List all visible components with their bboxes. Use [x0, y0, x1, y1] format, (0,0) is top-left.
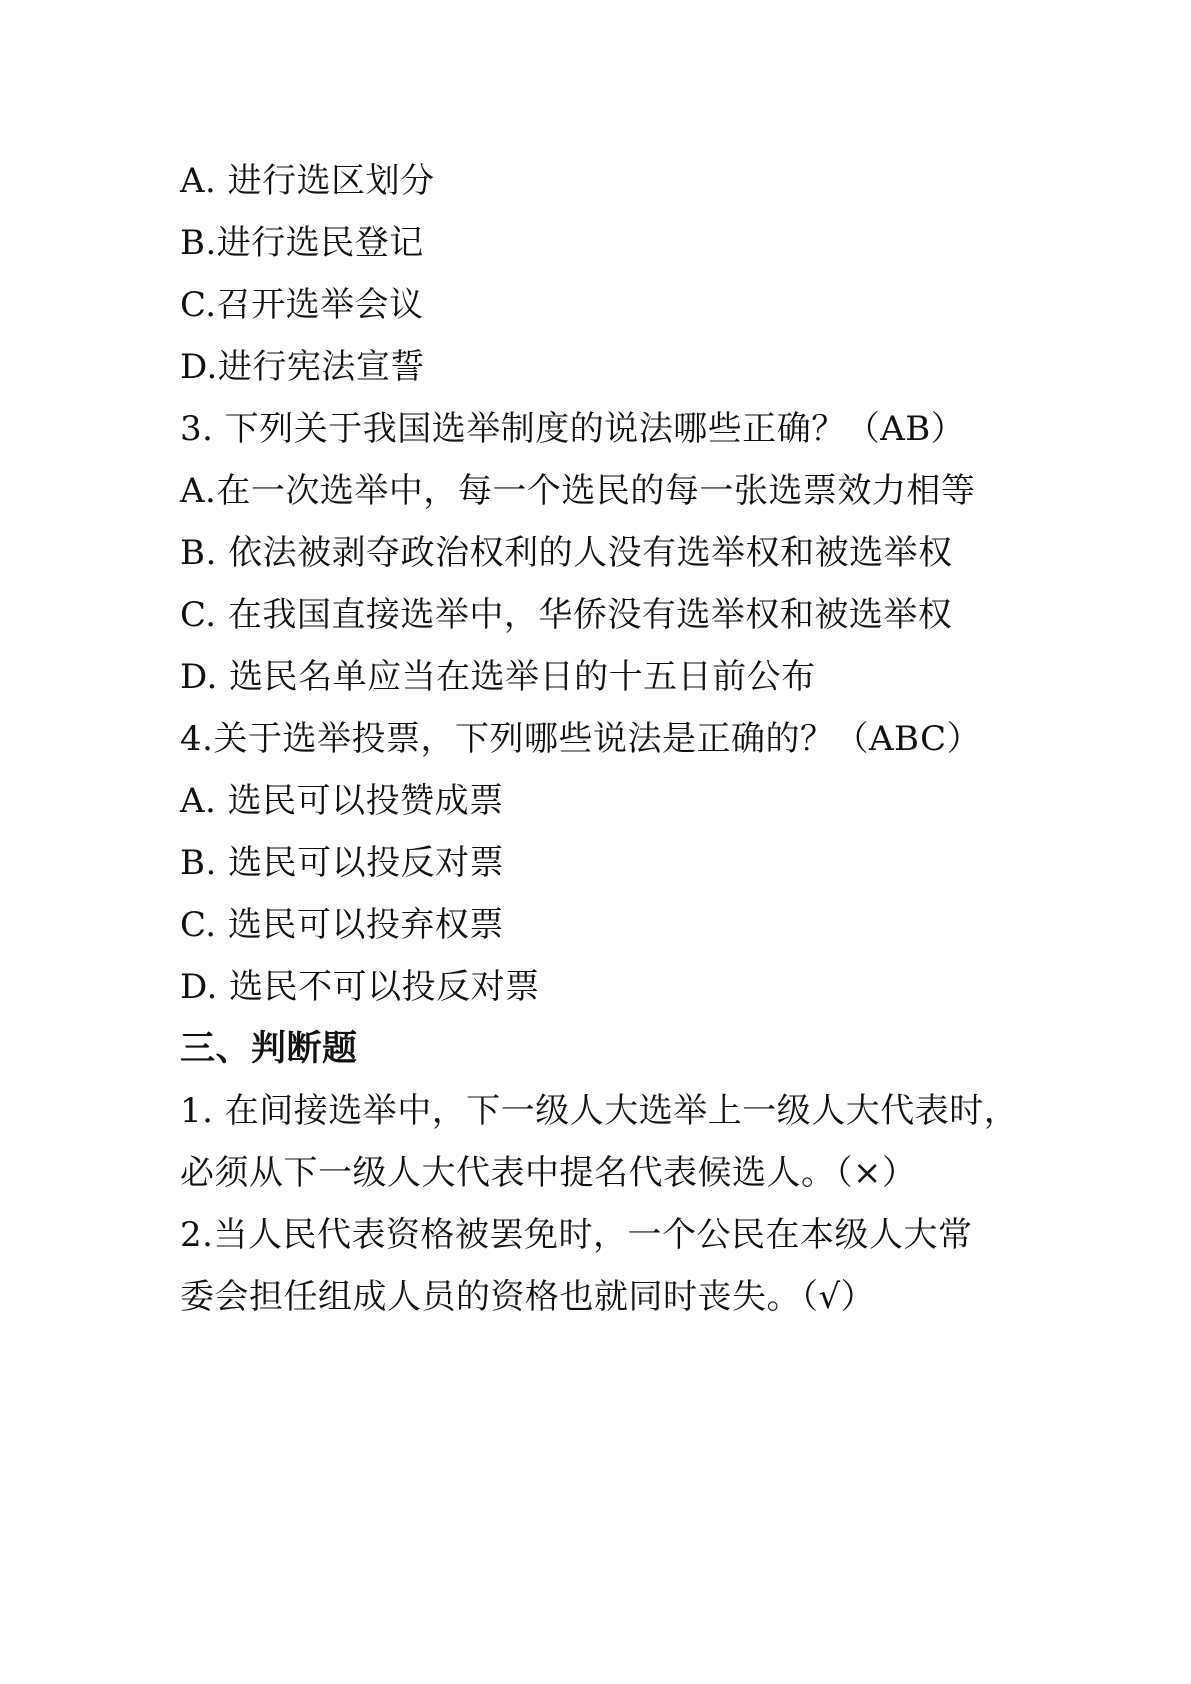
q4-option-d: D. 选民不可以投反对票 — [180, 967, 540, 1007]
q4-option-c: C. 选民可以投弃权票 — [180, 905, 504, 945]
q3-option-c: C. 在我国直接选举中，华侨没有选举权和被选举权 — [180, 595, 953, 635]
page-content — [180, 150, 1060, 1328]
judgment-1-line-2: 必须从下一级人大代表中提名代表候选人。（×） — [180, 1153, 917, 1193]
q2-option-b: B.进行选民登记 — [180, 223, 424, 263]
q3-option-a: A.在一次选举中，每一个选民的每一张选票效力相等 — [180, 471, 976, 511]
q4-option-b: B. 选民可以投反对票 — [180, 843, 505, 883]
q3-option-d: D. 选民名单应当在选举日的十五日前公布 — [180, 657, 816, 697]
q2-option-a: A. 进行选区划分 — [180, 161, 435, 201]
q2-option-d: D.进行宪法宣誓 — [180, 347, 425, 387]
judgment-2-line-1: 2.当人民代表资格被罢免时，一个公民在本级人大常 — [180, 1215, 973, 1255]
q2-option-c: C.召开选举会议 — [180, 285, 424, 325]
judgment-2-line-2: 委会担任组成人员的资格也就同时丧失。（√） — [180, 1277, 876, 1317]
question-3: 3. 下列关于我国选举制度的说法哪些正确？（AB） — [180, 409, 966, 449]
question-4: 4.关于选举投票，下列哪些说法是正确的？（ABC） — [180, 719, 982, 759]
q3-option-b: B. 依法被剥夺政治权利的人没有选举权和被选举权 — [180, 533, 953, 573]
judgment-1-line-1: 1. 在间接选举中，下一级人大选举上一级人大代表时， — [180, 1091, 1019, 1131]
section-heading-judgment: 三、判断题 — [180, 1029, 358, 1069]
q4-option-a: A. 选民可以投赞成票 — [180, 781, 504, 821]
